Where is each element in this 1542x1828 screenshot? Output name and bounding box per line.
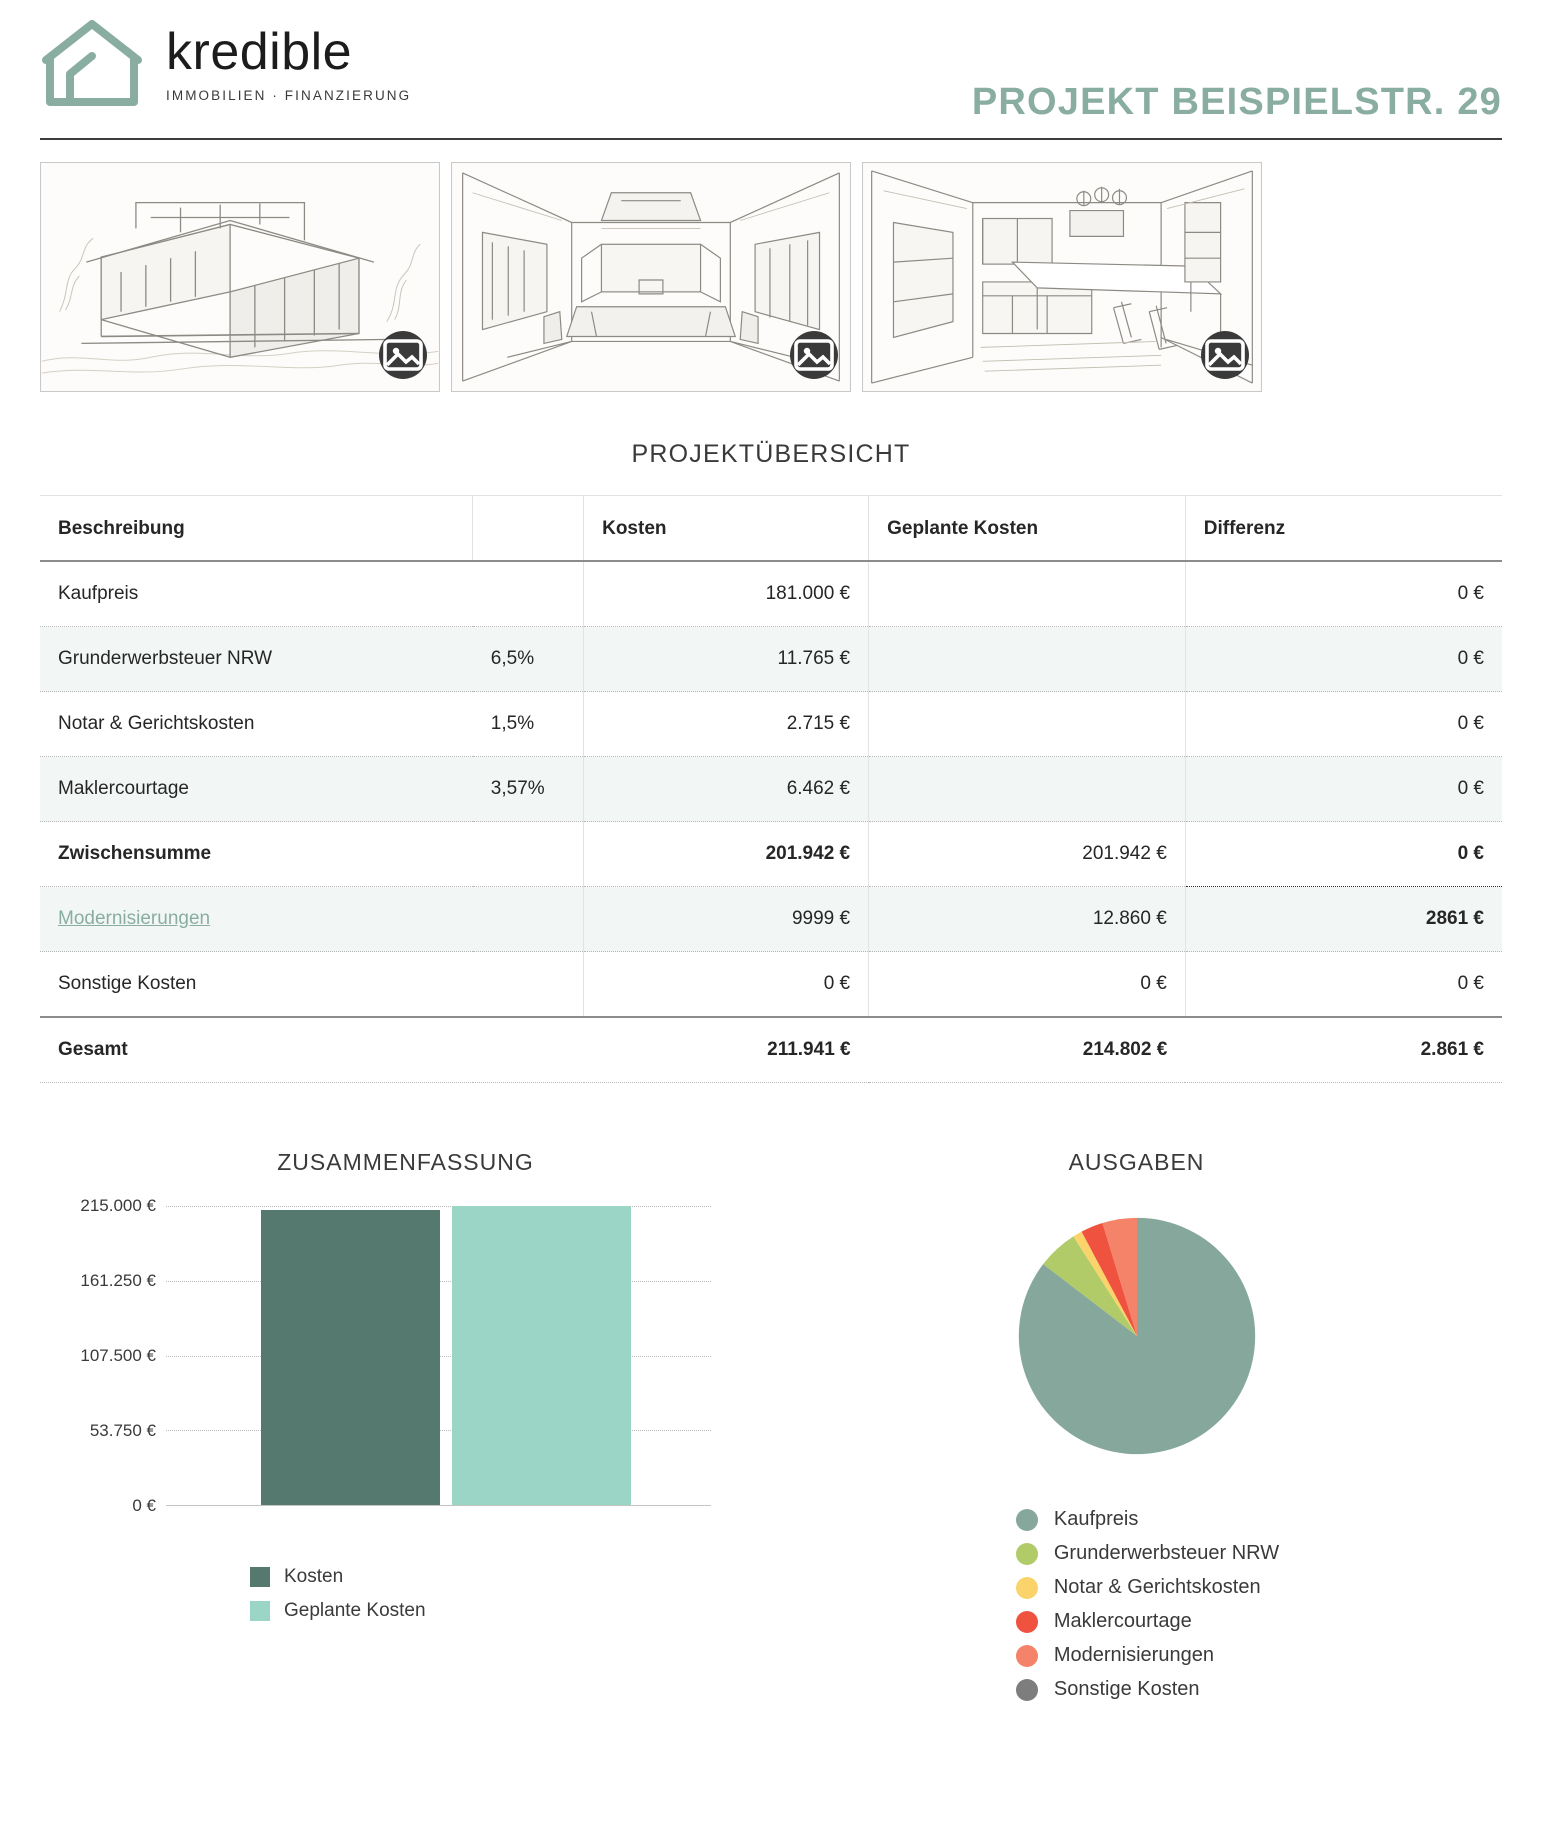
bar-chart-plot — [166, 1206, 711, 1506]
cell-differenz: 0 € — [1185, 952, 1502, 1018]
table-row — [40, 561, 1502, 627]
bar-chart-legend — [40, 1566, 771, 1622]
legend-item-kosten — [250, 1566, 771, 1588]
legend-label: Geplante Kosten — [284, 1600, 426, 1621]
table-row-modernisierungen — [40, 887, 1502, 952]
table-row — [40, 692, 1502, 757]
bar-chart-title: ZUSAMMENFASSUNG — [277, 1149, 534, 1175]
y-tick-label: 53.750 € — [89, 1421, 156, 1440]
page-header — [40, 0, 1502, 140]
bar-chart-panel — [40, 1149, 771, 1701]
photo-thumbnail-exterior[interactable] — [40, 162, 440, 392]
legend-swatch-icon — [250, 1567, 270, 1587]
table-header-row — [40, 496, 1502, 562]
image-icon — [1201, 331, 1249, 379]
cell-pct: 3,57% — [473, 757, 584, 822]
legend-item-geplante-kosten — [250, 1600, 771, 1622]
cell-desc: Grunderwerbsteuer NRW — [40, 627, 473, 692]
page-title: PROJEKT BEISPIELSTR. 29 — [971, 81, 1502, 123]
cell-desc: Kaufpreis — [40, 561, 473, 627]
cell-differenz: 0 € — [1185, 627, 1502, 692]
cell-kosten: 2.715 € — [584, 692, 869, 757]
cell-geplant — [869, 561, 1186, 627]
cell-geplant: 0 € — [869, 952, 1186, 1018]
overview-table — [40, 495, 1502, 1083]
legend-swatch-icon — [250, 1601, 270, 1621]
cell-desc: Zwischensumme — [40, 822, 473, 887]
cell-kosten: 211.941 € — [584, 1017, 869, 1083]
table-row — [40, 757, 1502, 822]
y-tick-label: 107.500 € — [80, 1346, 156, 1365]
photo-strip — [40, 162, 1502, 392]
legend-item-kaufpreis — [1016, 1508, 1279, 1531]
legend-label: Kosten — [284, 1566, 344, 1587]
legend-dot-icon — [1016, 1645, 1038, 1667]
cell-geplant: 12.860 € — [869, 887, 1186, 952]
legend-label: Grunderwerbsteuer NRW — [1053, 1542, 1280, 1564]
brand-tagline: IMMOBILIEN · FINANZIERUNG — [166, 87, 412, 103]
table-row-subtotal — [40, 822, 1502, 887]
overview-table-wrap — [40, 495, 1502, 1083]
table-body — [40, 561, 1502, 1083]
cell-desc: Gesamt — [40, 1017, 473, 1083]
col-blank — [473, 496, 584, 562]
cell-desc: Sonstige Kosten — [40, 952, 473, 1018]
cell-kosten: 181.000 € — [584, 561, 869, 627]
legend-dot-icon — [1016, 1679, 1038, 1701]
legend-dot-icon — [1016, 1509, 1038, 1531]
cell-kosten: 0 € — [584, 952, 869, 1018]
cell-differenz: 0 € — [1185, 757, 1502, 822]
pie-chart-title: AUSGABEN — [1068, 1149, 1205, 1175]
brand-block — [40, 0, 411, 108]
bar-geplante-kosten — [452, 1206, 631, 1505]
cell-differenz: 0 € — [1185, 692, 1502, 757]
cell-geplant: 201.942 € — [869, 822, 1186, 887]
cell-differenz: 2861 € — [1185, 887, 1502, 952]
table-row — [40, 952, 1502, 1018]
cell-geplant — [869, 627, 1186, 692]
bar-kosten — [261, 1210, 440, 1505]
col-differenz: Differenz — [1185, 496, 1502, 562]
cell-pct — [473, 952, 584, 1018]
bar-chart-y-axis — [46, 1196, 166, 1515]
image-icon — [790, 331, 838, 379]
bar-group — [261, 1206, 631, 1505]
brand-name: kredible — [166, 22, 353, 81]
cell-pct — [473, 822, 584, 887]
cell-pct — [473, 1017, 584, 1083]
legend-label: Sonstige Kosten — [1053, 1678, 1200, 1700]
legend-item-maklercourtage — [1016, 1610, 1279, 1633]
cell-geplant — [869, 757, 1186, 822]
charts-row — [40, 1149, 1502, 1701]
cell-pct: 1,5% — [473, 692, 584, 757]
legend-dot-icon — [1016, 1577, 1038, 1599]
y-tick-label: 0 € — [132, 1496, 156, 1515]
cell-kosten: 6.462 € — [584, 757, 869, 822]
legend-item-modernisierungen — [1016, 1644, 1279, 1667]
legend-label: Notar & Gerichtskosten — [1053, 1576, 1261, 1598]
pie-chart — [1007, 1206, 1267, 1466]
photo-thumbnail-interior[interactable] — [451, 162, 851, 392]
cell-desc: Maklercourtage — [40, 757, 473, 822]
modernisierungen-link[interactable]: Modernisierungen — [58, 908, 211, 929]
legend-item-grunderwerbsteuer — [1016, 1542, 1279, 1565]
col-beschreibung: Beschreibung — [40, 496, 473, 562]
y-tick-label: 215.000 € — [80, 1196, 156, 1215]
cell-pct — [473, 887, 584, 952]
pie-chart-area — [771, 1206, 1502, 1466]
cell-kosten: 201.942 € — [584, 822, 869, 887]
photo-thumbnail-kitchen[interactable] — [862, 162, 1262, 392]
cell-desc — [40, 887, 473, 952]
legend-dot-icon — [1016, 1543, 1038, 1565]
cell-kosten: 11.765 € — [584, 627, 869, 692]
house-logo-icon — [40, 16, 144, 108]
cell-differenz: 2.861 € — [1185, 1017, 1502, 1083]
bar-chart-area — [46, 1196, 771, 1515]
pie-chart-panel — [771, 1149, 1502, 1701]
pie-chart-legend — [771, 1508, 1502, 1701]
col-kosten: Kosten — [584, 496, 869, 562]
legend-label: Modernisierungen — [1053, 1644, 1214, 1666]
cell-desc: Notar & Gerichtskosten — [40, 692, 473, 757]
cell-geplant: 214.802 € — [869, 1017, 1186, 1083]
legend-dot-icon — [1016, 1611, 1038, 1633]
table-header — [40, 496, 1502, 562]
legend-item-sonstige — [1016, 1678, 1279, 1701]
table-row-total — [40, 1017, 1502, 1083]
legend-label: Kaufpreis — [1053, 1508, 1139, 1530]
col-geplante-kosten: Geplante Kosten — [869, 496, 1186, 562]
cell-differenz: 0 € — [1185, 561, 1502, 627]
cell-pct — [473, 561, 584, 627]
legend-label: Maklercourtage — [1053, 1610, 1192, 1632]
cell-pct: 6,5% — [473, 627, 584, 692]
cell-differenz: 0 € — [1185, 822, 1502, 887]
y-tick-label: 161.250 € — [80, 1271, 156, 1290]
legend-item-notar — [1016, 1576, 1279, 1599]
table-row — [40, 627, 1502, 692]
cell-geplant — [869, 692, 1186, 757]
cell-kosten: 9999 € — [584, 887, 869, 952]
section-title-overview: PROJEKTÜBERSICHT — [631, 440, 911, 468]
image-icon — [379, 331, 427, 379]
